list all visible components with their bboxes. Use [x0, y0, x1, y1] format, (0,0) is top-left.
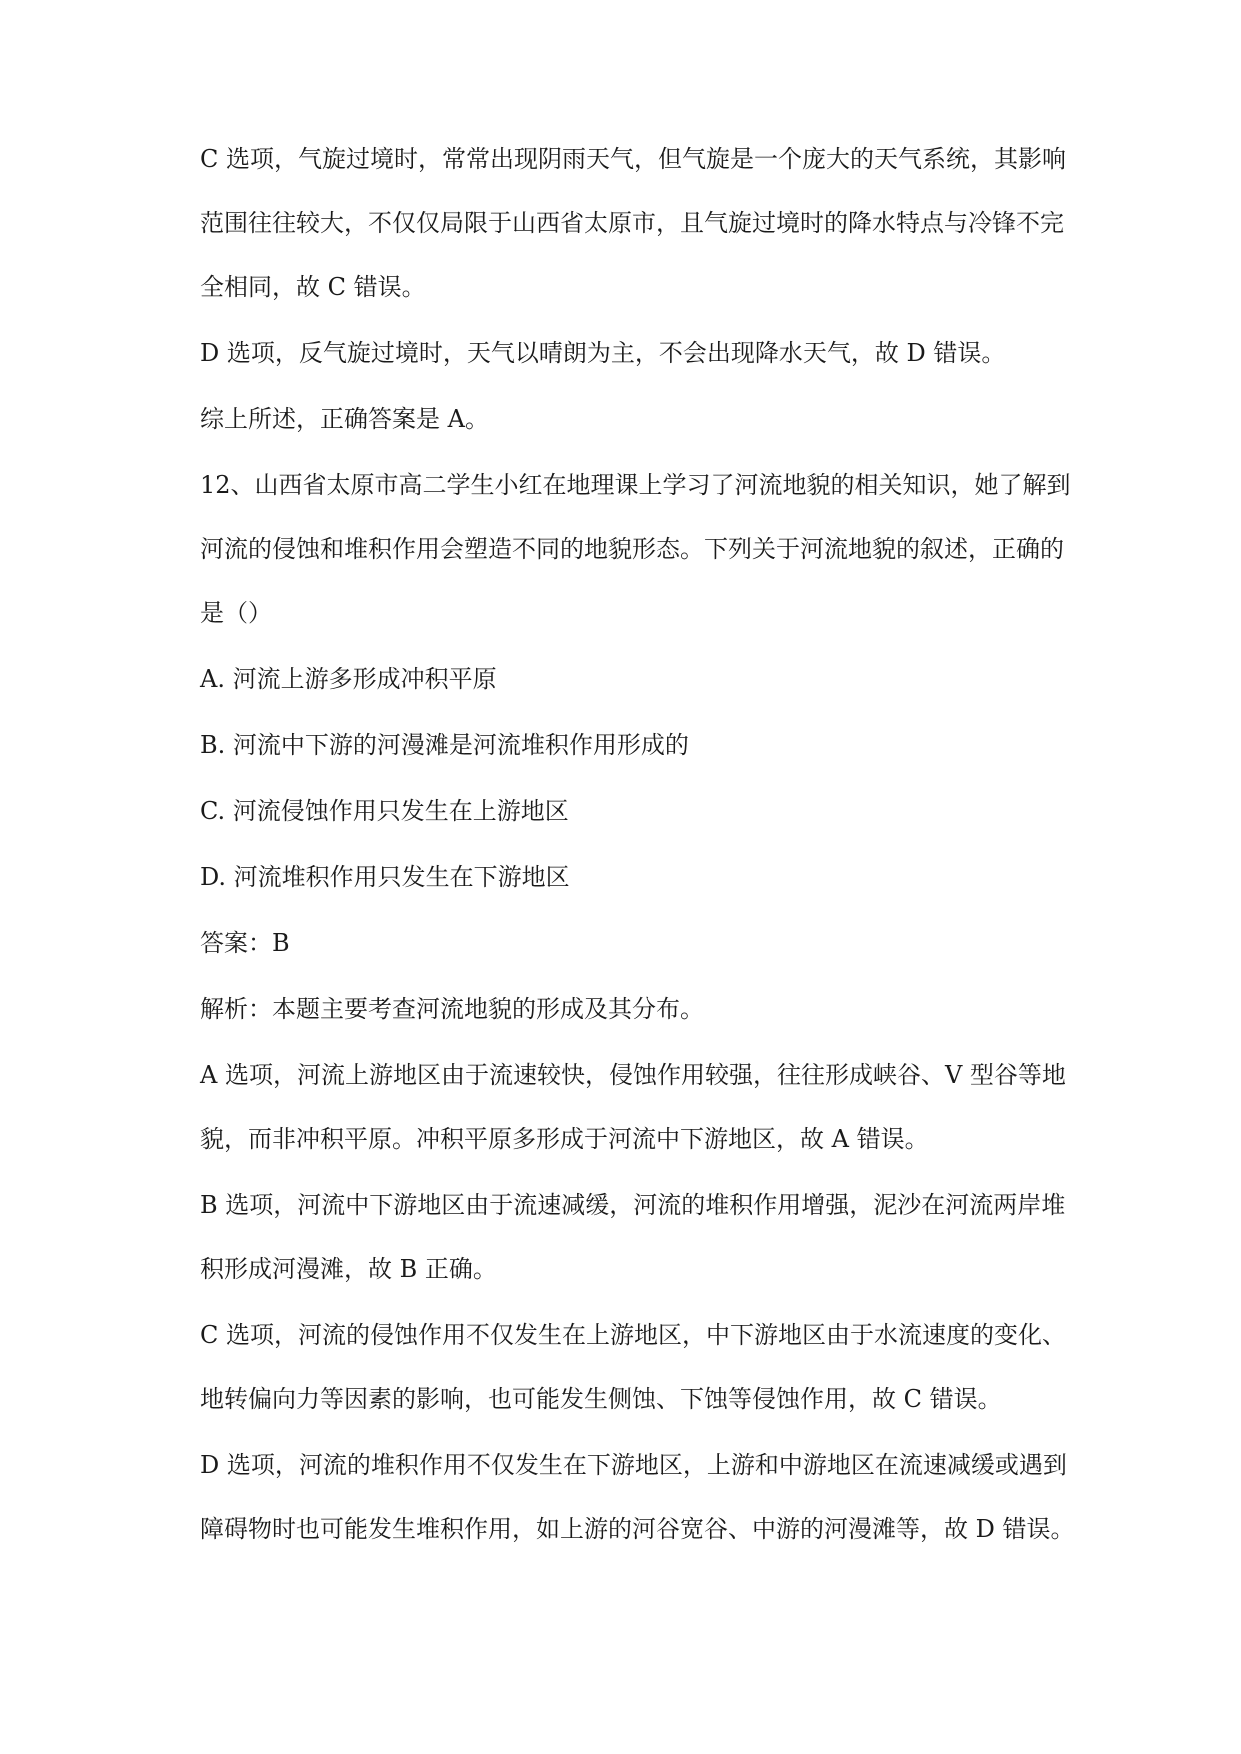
question-12-option-b [200, 729, 1100, 761]
text-line: D 选项，反气旋过境时，天气以晴朗为主，不会出现降水天气，故 D 错误。 [200, 339, 1006, 367]
option-text: B. 河流中下游的河漫滩是河流堆积作用形成的 [200, 731, 689, 759]
question-12-analysis-option-b [200, 1189, 1100, 1285]
paragraph-prev-option-d-analysis [200, 337, 1100, 369]
question-12-answer [200, 927, 1100, 959]
option-text: C. 河流侵蚀作用只发生在上游地区 [200, 797, 569, 825]
question-12-analysis-option-d [200, 1449, 1100, 1545]
text-line: 地转偏向力等因素的影响，也可能发生侧蚀、下蚀等侵蚀作用，故 C 错误。 [200, 1385, 1002, 1413]
answer-text: 答案：B [200, 929, 290, 957]
document-body [200, 143, 1100, 1579]
question-12-stem [200, 469, 1100, 629]
text-line: 貌，而非冲积平原。冲积平原多形成于河流中下游地区，故 A 错误。 [200, 1125, 929, 1153]
text-line: 范围往往较大，不仅仅局限于山西省太原市，且气旋过境时的降水特点与冷锋不完 [200, 209, 1064, 237]
text-line: 综上所述，正确答案是 A。 [200, 405, 489, 433]
text-line: 12、山西省太原市高二学生小红在地理课上学习了河流地貌的相关知识，她了解到 [200, 471, 1071, 499]
text-line: C 选项，气旋过境时，常常出现阴雨天气，但气旋是一个庞大的天气系统，其影响 [200, 145, 1066, 173]
text-line: C 选项，河流的侵蚀作用不仅发生在上游地区，中下游地区由于水流速度的变化、 [200, 1321, 1066, 1349]
text-line: A 选项，河流上游地区由于流速较快，侵蚀作用较强，往往形成峡谷、V 型谷等地 [200, 1061, 1066, 1089]
text-line: D 选项，河流的堆积作用不仅发生在下游地区，上游和中游地区在流速减缓或遇到 [200, 1451, 1067, 1479]
question-12-option-a [200, 663, 1100, 695]
question-12-option-c [200, 795, 1100, 827]
paragraph-prev-conclusion [200, 403, 1100, 435]
paragraph-prev-option-c-analysis [200, 143, 1100, 303]
text-line: 河流的侵蚀和堆积作用会塑造不同的地貌形态。下列关于河流地貌的叙述，正确的 [200, 535, 1064, 563]
text-line: 全相同，故 C 错误。 [200, 273, 426, 301]
text-line: 障碍物时也可能发生堆积作用，如上游的河谷宽谷、中游的河漫滩等，故 D 错误。 [200, 1515, 1075, 1543]
text-line: 积形成河漫滩，故 B 正确。 [200, 1255, 497, 1283]
option-text: D. 河流堆积作用只发生在下游地区 [200, 863, 570, 891]
question-12-option-d [200, 861, 1100, 893]
question-12-analysis-option-a [200, 1059, 1100, 1155]
text-line: 解析：本题主要考查河流地貌的形成及其分布。 [200, 995, 704, 1023]
question-12-analysis-option-c [200, 1319, 1100, 1415]
text-line: B 选项，河流中下游地区由于流速减缓，河流的堆积作用增强，泥沙在河流两岸堆 [200, 1191, 1066, 1219]
question-12-analysis-intro [200, 993, 1100, 1025]
option-text: A. 河流上游多形成冲积平原 [200, 665, 497, 693]
text-line: 是（） [200, 599, 272, 627]
